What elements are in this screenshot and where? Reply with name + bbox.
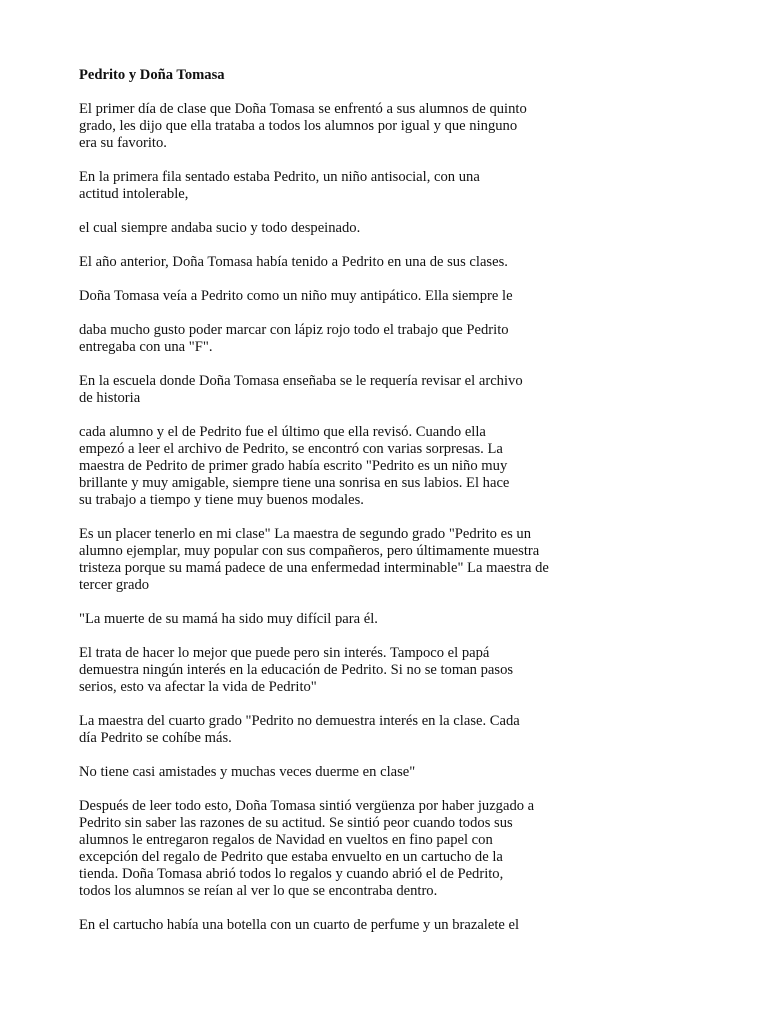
- paragraph: [79, 373, 719, 407]
- paragraph: [79, 713, 719, 747]
- text-line: No tiene casi amistades y muchas veces duerme en clase": [79, 764, 416, 780]
- text-line: serios, esto va afectar la vida de Pedrito": [79, 679, 317, 695]
- text-line: empezó a leer el archivo de Pedrito, se encontró con varias sorpresas. La: [79, 441, 503, 457]
- text-line: Pedrito sin saber las razones de su actitud. Se sintió peor cuando todos sus: [79, 815, 513, 831]
- text-line: su trabajo a tiempo y tiene muy buenos modales.: [79, 492, 364, 508]
- text-line: tristeza porque su mamá padece de una enfermedad interminable" La maestra de: [79, 560, 549, 576]
- text-line: En la primera fila sentado estaba Pedrito, un niño antisocial, con una: [79, 169, 480, 185]
- text-line: actitud intolerable,: [79, 186, 189, 202]
- text-line: maestra de Pedrito de primer grado había escrito "Pedrito es un niño muy: [79, 458, 508, 474]
- text-line: de historia: [79, 390, 141, 406]
- text-line: En el cartucho había una botella con un cuarto de perfume y un brazalete el: [79, 917, 520, 933]
- paragraph: [79, 254, 719, 271]
- text-line: tienda. Doña Tomasa abrió todos lo regalos y cuando abrió el de Pedrito,: [79, 866, 504, 882]
- text-line: tercer grado: [79, 577, 150, 593]
- text-line: El trata de hacer lo mejor que puede pero sin interés. Tampoco el papá: [79, 645, 490, 661]
- text-line: La maestra del cuarto grado "Pedrito no demuestra interés en la clase. Cada: [79, 713, 520, 729]
- document-body: [79, 67, 719, 951]
- paragraph: [79, 798, 719, 900]
- paragraph: [79, 526, 719, 594]
- text-line: todos los alumnos se reían al ver lo que se encontraba dentro.: [79, 883, 438, 899]
- text-line: Después de leer todo esto, Doña Tomasa sintió vergüenza por haber juzgado a: [79, 798, 535, 814]
- paragraph: [79, 288, 719, 305]
- text-line: el cual siempre andaba sucio y todo despeinado.: [79, 220, 361, 236]
- paragraph: [79, 611, 719, 628]
- document-title: Pedrito y Doña Tomasa: [79, 67, 225, 83]
- text-line: día Pedrito se cohíbe más.: [79, 730, 232, 746]
- paragraph: [79, 424, 719, 509]
- text-line: Doña Tomasa veía a Pedrito como un niño muy antipático. Ella siempre le: [79, 288, 513, 304]
- text-line: demuestra ningún interés en la educación de Pedrito. Si no se toman pasos: [79, 662, 514, 678]
- text-line: El año anterior, Doña Tomasa había tenido a Pedrito en una de sus clases.: [79, 254, 508, 270]
- paragraph: [79, 220, 719, 237]
- text-line: brillante y muy amigable, siempre tiene una sonrisa en sus labios. El hace: [79, 475, 510, 491]
- text-line: daba mucho gusto poder marcar con lápiz rojo todo el trabajo que Pedrito: [79, 322, 509, 338]
- text-line: alumno ejemplar, muy popular con sus compañeros, pero últimamente muestra: [79, 543, 540, 559]
- paragraph: [79, 764, 719, 781]
- paragraph: [79, 322, 719, 356]
- paragraph: [79, 917, 719, 934]
- text-line: grado, les dijo que ella trataba a todos los alumnos por igual y que ninguno: [79, 118, 518, 134]
- text-line: alumnos le entregaron regalos de Navidad en vueltos en fino papel con: [79, 832, 493, 848]
- paragraph: [79, 101, 719, 152]
- text-line: excepción del regalo de Pedrito que estaba envuelto en un cartucho de la: [79, 849, 503, 865]
- text-line: En la escuela donde Doña Tomasa enseñaba se le requería revisar el archivo: [79, 373, 523, 389]
- text-line: El primer día de clase que Doña Tomasa se enfrentó a sus alumnos de quinto: [79, 101, 527, 117]
- paragraph: [79, 645, 719, 696]
- paragraph-list: [79, 101, 719, 934]
- text-line: cada alumno y el de Pedrito fue el último que ella revisó. Cuando ella: [79, 424, 486, 440]
- text-line: Es un placer tenerlo en mi clase" La maestra de segundo grado "Pedrito es un: [79, 526, 532, 542]
- text-line: "La muerte de su mamá ha sido muy difícil para él.: [79, 611, 378, 627]
- text-line: era su favorito.: [79, 135, 167, 151]
- text-line: entregaba con una "F".: [79, 339, 213, 355]
- paragraph: [79, 169, 719, 203]
